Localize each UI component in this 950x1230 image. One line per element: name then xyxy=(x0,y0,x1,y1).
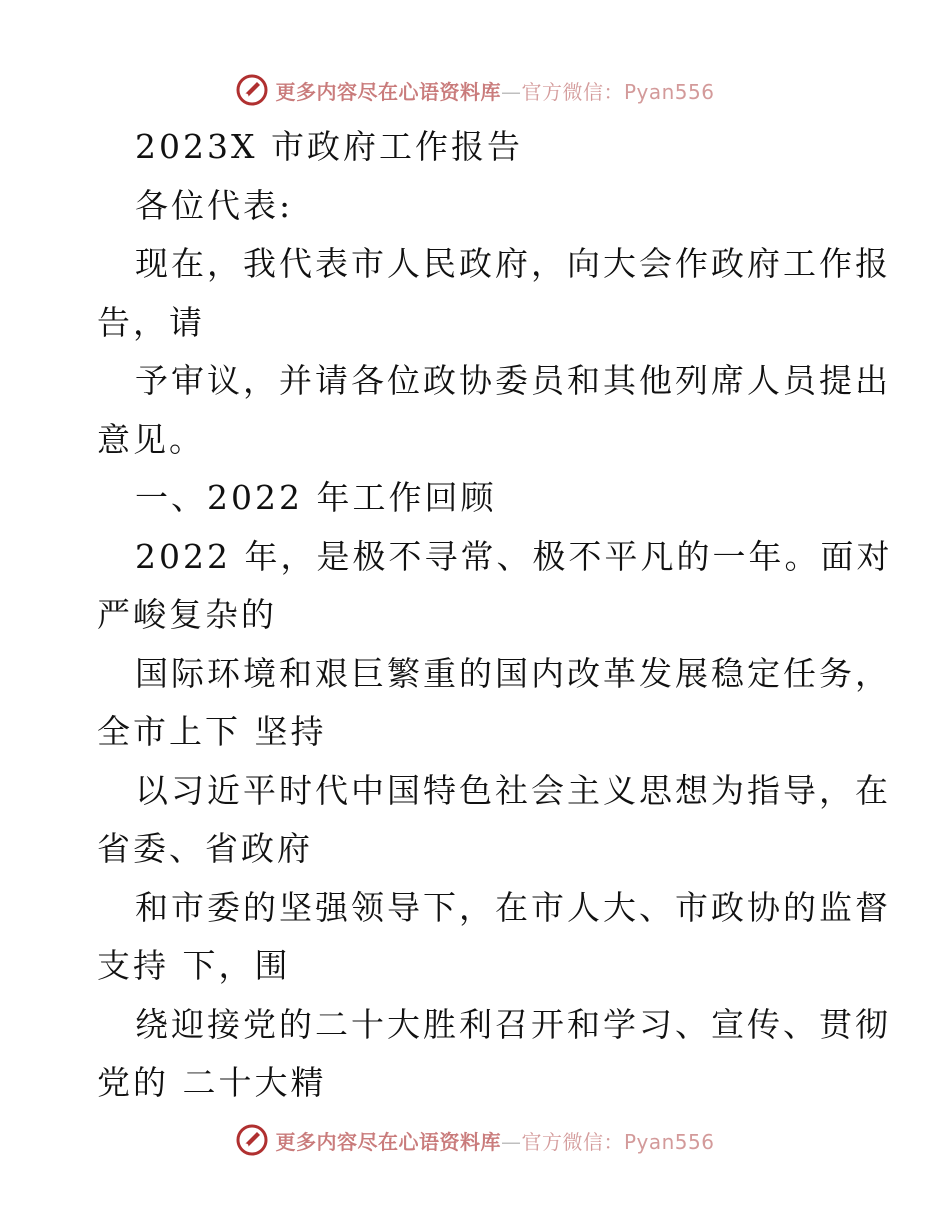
text-line: 一、2022 年工作回顾 xyxy=(135,478,497,517)
watermark-dash: — xyxy=(500,79,522,104)
text-line: 2022 年，是极不寻常、极不平凡的一年。面对 xyxy=(135,536,893,576)
text-line: 和市委的坚强领导下，在市人大、市政协的监督 xyxy=(135,887,891,927)
text-line: 予审议，并请各位政协委员和其他列席人员提出 xyxy=(135,361,891,400)
text-line: 意见。 xyxy=(97,419,205,459)
text-line: 支持 下，围 xyxy=(97,946,291,985)
watermark-dash: — xyxy=(500,1129,522,1154)
watermark-main: 更多内容尽在心语资料库 xyxy=(275,1129,501,1154)
document-body xyxy=(97,118,893,1113)
text-line: 2023X 市政府工作报告 xyxy=(135,127,523,166)
logo-icon xyxy=(235,1123,269,1157)
watermark-main: 更多内容尽在心语资料库 xyxy=(275,79,501,104)
text-line: 各位代表: xyxy=(135,185,294,225)
watermark-contact: 官方微信：Pyan556 xyxy=(521,79,715,104)
text-line: 告，请 xyxy=(97,302,205,342)
text-line: 严峻复杂的 xyxy=(97,595,277,634)
text-line: 党的 二十大精 xyxy=(97,1063,327,1102)
text-line: 以习近平时代中国特色社会主义思想为指导，在 xyxy=(135,770,891,810)
watermark-text xyxy=(275,76,714,105)
text-line: 现在，我代表市人民政府，向大会作政府工作报 xyxy=(135,244,891,283)
watermark-footer xyxy=(0,1120,950,1160)
text-line: 国际环境和艰巨繁重的国内改革发展稳定任务， xyxy=(135,653,891,693)
text-line: 省委、省政府 xyxy=(97,829,313,868)
watermark-text xyxy=(275,1126,714,1155)
watermark-contact: 官方微信：Pyan556 xyxy=(521,1129,715,1154)
text-line: 绕迎接党的二十大胜利召开和学习、宣传、贯彻 xyxy=(135,1004,891,1044)
text-line: 全市上下 坚持 xyxy=(97,712,327,751)
logo-icon xyxy=(235,73,269,107)
watermark-header xyxy=(0,70,950,110)
